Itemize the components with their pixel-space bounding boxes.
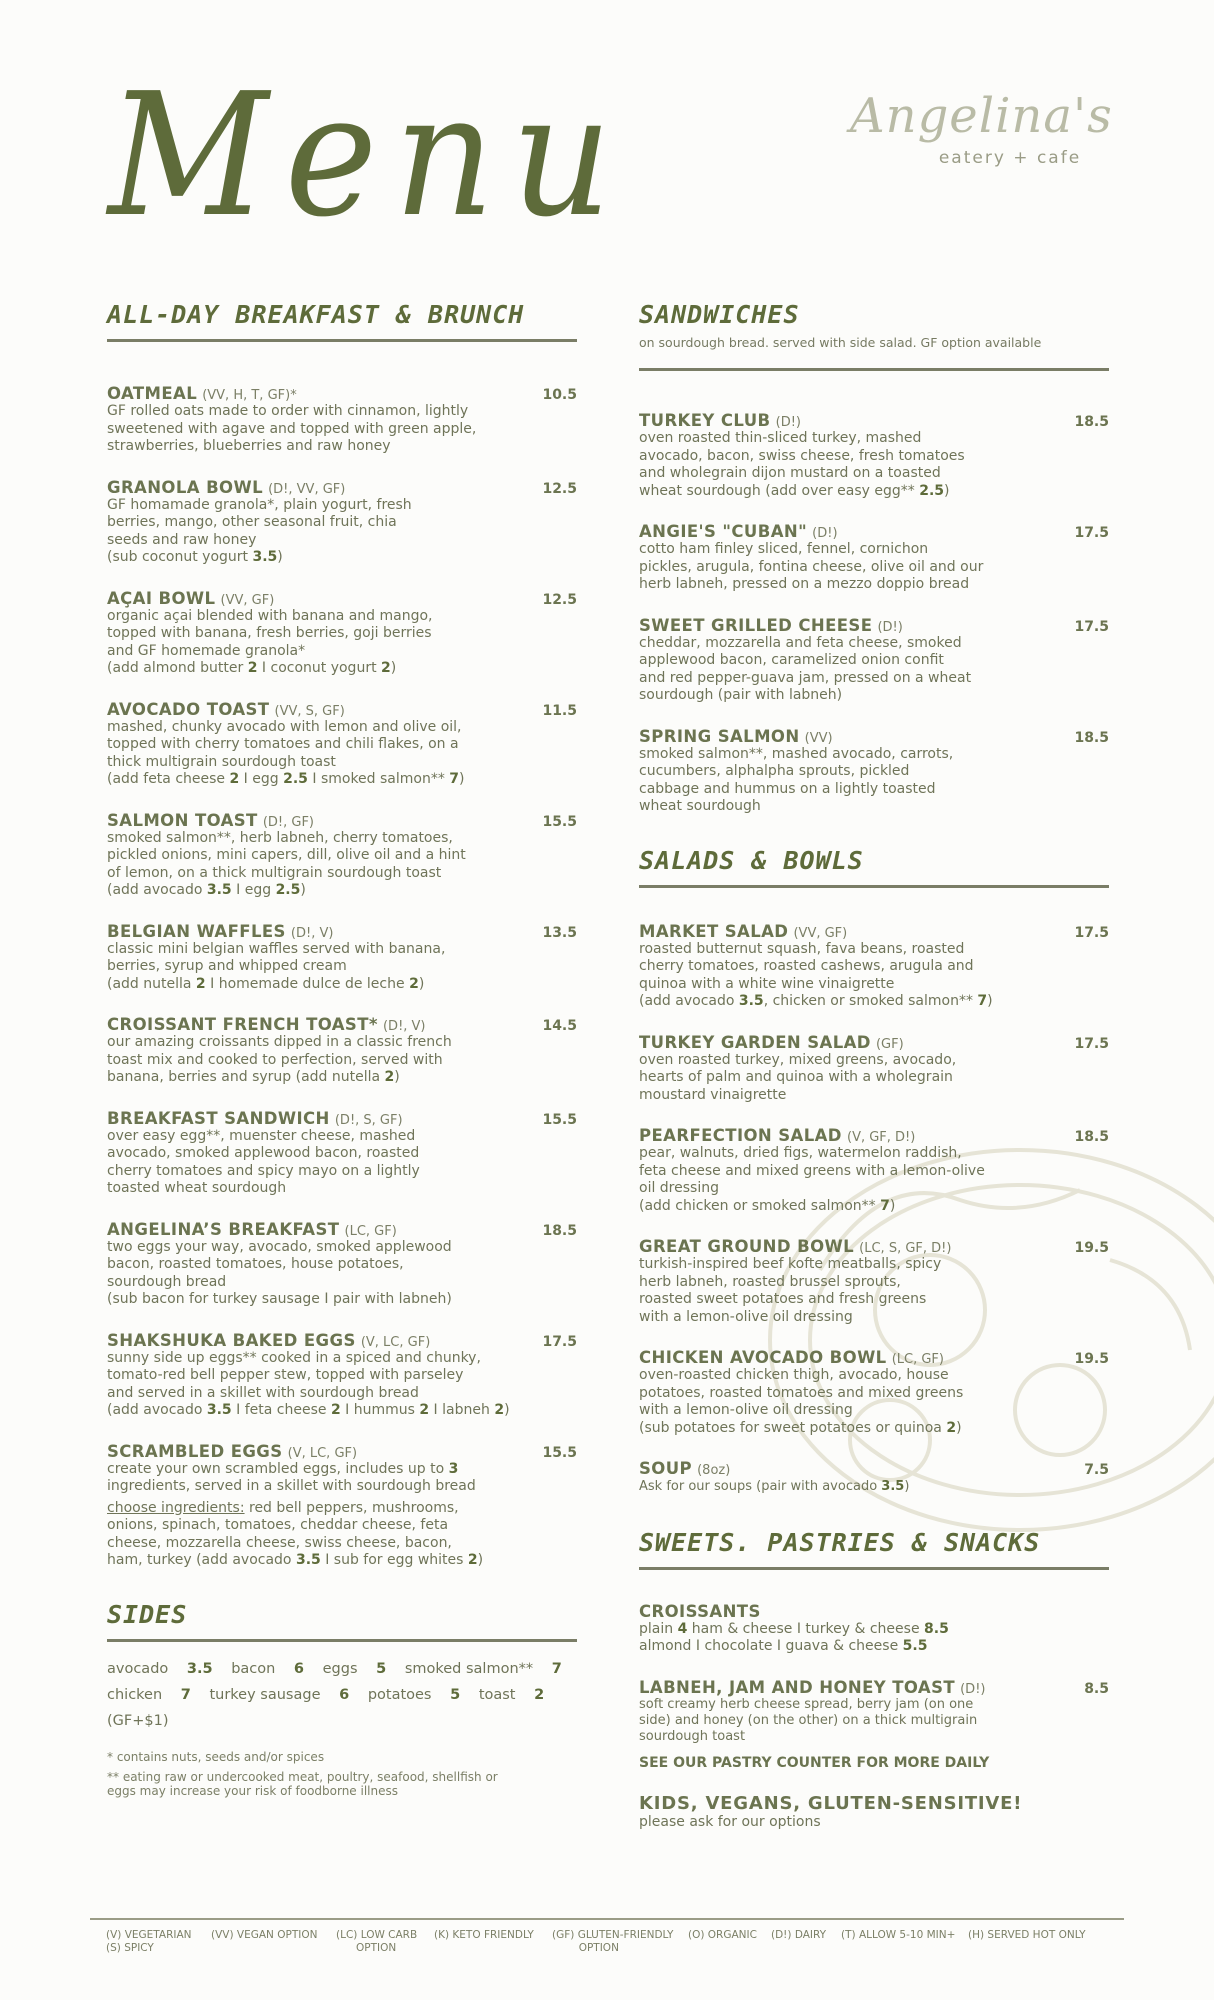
right-column <box>639 300 1109 1830</box>
sandwiches-note: on sourdough bread. served with side salad. GF option available <box>639 335 1042 350</box>
item-description: oven roasted thin-sliced turkey, mashed avocado, bacon, swiss cheese, fresh tomatoes and wholegrain dijon mustard on a toasted wheat sourdough (add over easy egg** 2.5) <box>639 430 965 499</box>
item-name: CHICKEN AVOCADO BOWL <box>639 1348 887 1367</box>
sandwiches-section-title: SANDWICHES <box>639 300 800 329</box>
item-name: SHAKSHUKA BAKED EGGS <box>107 1330 356 1350</box>
menu-item-pearfection-salad <box>639 1126 1109 1215</box>
section-divider <box>107 1639 577 1642</box>
item-name: SALMON TOAST <box>107 810 258 830</box>
item-name: PEARFECTION SALAD <box>639 1126 842 1145</box>
item-tags: (LC, S, GF, D!) <box>859 1241 952 1256</box>
menu-item-granola-bowl <box>107 478 577 567</box>
item-price: 14.5 <box>542 1018 577 1034</box>
item-description: cheddar, mozzarella and feta cheese, smoked applewood bacon, caramelized onion confit and red pepper-guava jam, pressed on a wheat sourdough (pair with labneh) <box>639 634 972 703</box>
item-price: 8.5 <box>1084 1680 1109 1697</box>
legend-gluten-friendly: (GF) GLUTEN-FRIENDLY OPTION <box>552 1929 674 1954</box>
menu-title-text: Menu <box>108 57 629 255</box>
item-description: oven-roasted chicken thigh, avocado, house potatoes, roasted tomatoes and mixed greens with a lemon-olive oil dressing (sub potatoes for sweet potatoes or quinoa 2) <box>639 1367 964 1436</box>
item-tags: (D!) <box>812 526 838 541</box>
menu-item-labneh-toast <box>639 1678 1109 1745</box>
item-price: 19.5 <box>1074 1240 1109 1256</box>
legend-served-hot: (H) SERVED HOT ONLY <box>968 1929 1086 1941</box>
legend-allow-time: (T) ALLOW 5-10 MIN+ <box>841 1929 956 1941</box>
menu-item-turkey-club <box>639 411 1109 500</box>
item-tags: (V, LC, GF) <box>360 1334 431 1350</box>
item-price: 11.5 <box>542 702 577 719</box>
item-description: roasted butternut squash, fava beans, roasted cherry tomatoes, roasted cashews, arugula and quinoa with a white wine vinaigrette (add avocado 3.5, chicken or smoked salmon** 7) <box>639 940 993 1009</box>
item-name: LABNEH, JAM AND HONEY TOAST <box>639 1677 956 1697</box>
menu-item-soup <box>639 1459 1109 1496</box>
item-description: GF rolled oats made to order with cinnamon, lightly sweetened with agave and topped with green apple, strawberries, blueberries and raw honey <box>107 403 477 454</box>
item-description: our amazing croissants dipped in a classic french toast mix and cooked to perfection, served with banana, berries and syrup (add nutella 2) <box>107 1034 452 1085</box>
item-description: smoked salmon**, mashed avocado, carrots, cucumbers, alphalpha sprouts, pickled cabbage and hummus on a lightly toasted wheat sourdough <box>639 745 954 814</box>
item-price: 15.5 <box>542 813 577 830</box>
legend-vegetarian-spicy: (V) VEGETARIAN (S) SPICY <box>106 1929 192 1954</box>
menu-title <box>108 56 629 276</box>
item-name: CROISSANT FRENCH TOAST* <box>107 1015 378 1034</box>
item-price: 7.5 <box>1084 1462 1109 1478</box>
item-tags: (D!, VV, GF) <box>268 481 346 497</box>
item-tags: (D!, V) <box>290 925 334 941</box>
menu-item-croissants <box>639 1602 1109 1656</box>
item-name: CROISSANTS <box>639 1601 761 1621</box>
legend-vegan: (VV) VEGAN OPTION <box>211 1929 318 1941</box>
item-description: create your own scrambled eggs, includes up to 3 ingredients, served in a skillet with sourdough bread <box>107 1460 476 1494</box>
item-price: 17.5 <box>1074 525 1109 541</box>
menu-item-angies-cuban <box>639 522 1109 594</box>
item-description: organic açai blended with banana and mango, topped with banana, fresh berries, goji berries and GF homemade granola* (add almond butter 2 I coconut yogurt 2) <box>107 607 433 676</box>
menu-item-belgian-waffles <box>107 922 577 994</box>
item-tags: (D!) <box>877 619 903 635</box>
item-tags: (LC, GF) <box>344 1223 397 1239</box>
kids-note: please ask for our options <box>639 1813 821 1830</box>
item-name: SPRING SALMON <box>639 726 800 746</box>
item-description: pear, walnuts, dried figs, watermelon raddish, feta cheese and mixed greens with a lemon-olive oil dressing (add chicken or smoked salmon** 7) <box>639 1145 985 1214</box>
item-price: 17.5 <box>1074 924 1109 941</box>
legend-dairy: (D!) DAIRY <box>771 1929 827 1941</box>
item-description: sunny side up eggs** cooked in a spiced and chunky, tomato-red bell pepper stew, topped with parseley and served in a skillet with sourdough bread (add avocado 3.5 I feta cheese 2 I hummus 2 I labneh 2) <box>107 1349 510 1418</box>
item-tags: (D!) <box>960 1681 986 1697</box>
item-price: 18.5 <box>542 1222 577 1239</box>
item-description: classic mini belgian waffles served with banana, berries, syrup and whipped cream (add nutella 2 I homemade dulce de leche 2) <box>107 940 446 992</box>
salads-section-title: SALADS & BOWLS <box>639 845 864 875</box>
item-name: SOUP <box>639 1459 693 1478</box>
item-description: two eggs your way, avocado, smoked applewood bacon, roasted tomatoes, house potatoes, sourdough bread (sub bacon for turkey sausage I pair with labneh) <box>107 1238 452 1307</box>
item-price: 17.5 <box>542 1333 577 1350</box>
item-name: TURKEY GARDEN SALAD <box>639 1032 871 1052</box>
item-name: BREAKFAST SANDWICH <box>107 1108 330 1128</box>
item-price: 19.5 <box>1074 1351 1109 1367</box>
pastry-counter-note: SEE OUR PASTRY COUNTER FOR MORE DAILY <box>639 1754 990 1771</box>
menu-item-shakshuka <box>107 1331 577 1420</box>
item-price: 15.5 <box>542 1111 577 1128</box>
item-price: 17.5 <box>1074 1035 1109 1052</box>
legend-organic: (O) ORGANIC <box>688 1929 757 1941</box>
brand-logo <box>850 86 1113 206</box>
item-description: soft creamy herb cheese spread, berry jam (on one side) and honey (on the other) on a thick multigrain sourdough toast <box>639 1696 978 1744</box>
item-name: MARKET SALAD <box>639 921 789 941</box>
item-description: smoked salmon**, herb labneh, cherry tomatoes, pickled onions, mini capers, dill, olive oil and a hint of lemon, on a thick multigrain sourdough toast (add avocado 3.5 I egg 2.5) <box>107 829 466 898</box>
item-price: 18.5 <box>1074 1129 1109 1145</box>
item-tags: (V, GF, D!) <box>847 1130 916 1145</box>
item-price: 15.5 <box>542 1444 577 1461</box>
item-tags: (D!) <box>775 415 801 430</box>
menu-item-chicken-avocado-bowl <box>639 1348 1109 1437</box>
item-price: 12.5 <box>542 591 577 608</box>
menu-item-croissant-french-toast <box>107 1015 577 1087</box>
sides-section-title: SIDES <box>107 1599 188 1629</box>
item-description: oven roasted turkey, mixed greens, avocado, hearts of palm and quinoa with a wholegrain moustard vinaigrette <box>639 1051 957 1103</box>
item-description: over easy egg**, muenster cheese, mashed avocado, smoked applewood bacon, roasted cherry tomatoes and spicy mayo on a lightly toasted wheat sourdough <box>107 1127 420 1196</box>
item-name: AVOCADO TOAST <box>107 699 270 719</box>
item-name: ANGIE'S "CUBAN" <box>639 522 808 541</box>
item-tags: (VV, GF) <box>220 592 275 608</box>
menu-item-great-ground-bowl <box>639 1237 1109 1326</box>
sides-row-2: chicken 7 turkey sausage 6 potatoes 5 toast 2 (GF+$1) <box>107 1686 545 1729</box>
menu-item-sweet-grilled-cheese <box>639 616 1109 705</box>
item-price: 13.5 <box>542 924 577 941</box>
legend-low-carb: (LC) LOW CARB OPTION <box>336 1929 418 1954</box>
item-name: SCRAMBLED EGGS <box>107 1441 283 1461</box>
menu-item-oatmeal <box>107 384 577 456</box>
item-price: 10.5 <box>542 387 577 403</box>
item-description: turkish-inspired beef kofte meatballs, spicy herb labneh, roasted brussel sprouts, roasted sweet potatoes and fresh greens with a lemon-olive oil dressing <box>639 1256 942 1325</box>
item-description: GF homamade granola*, plain yogurt, fresh berries, mango, other seasonal fruit, chia seeds and raw honey (sub coconut yogurt 3.5) <box>107 496 412 565</box>
menu-item-turkey-garden-salad <box>639 1033 1109 1105</box>
kids-title: KIDS, VEGANS, GLUTEN-SENSITIVE! <box>639 1792 1023 1814</box>
item-ingredients: choose ingredients: red bell peppers, mushrooms, onions, spinach, tomatoes, cheddar cheese, feta cheese, mozzarella cheese, swiss cheese, bacon, ham, turkey (add avocado 3.5 I sub for egg whites 2) <box>107 1499 484 1568</box>
item-name: GREAT GROUND BOWL <box>639 1237 855 1256</box>
item-tags: (VV, S, GF) <box>274 703 345 719</box>
legend-keto: (K) KETO FRIENDLY <box>434 1929 534 1941</box>
item-name: AÇAI BOWL <box>107 588 216 608</box>
item-description: mashed, chunky avocado with lemon and olive oil, topped with cherry tomatoes and chili flakes, on a thick multigrain sourdough toast (add feta cheese 2 I egg 2.5 I smoked salmon** 7) <box>107 718 465 787</box>
brand-name: Angelina's <box>850 88 1113 144</box>
item-tags: (VV, H, T, GF)* <box>202 388 297 403</box>
menu-item-spring-salmon <box>639 727 1109 816</box>
menu-item-scrambled-eggs <box>107 1442 577 1570</box>
item-tags: (VV, GF) <box>793 925 848 941</box>
brand-subtitle: eatery + cafe <box>938 148 1082 168</box>
item-tags: (LC, GF) <box>891 1352 944 1367</box>
sides-row-1: avocado 3.5 bacon 6 eggs 5 smoked salmon** 7 <box>107 1660 562 1677</box>
item-tags: (8oz) <box>697 1463 731 1478</box>
breakfast-section-title: ALL-DAY BREAKFAST & BRUNCH <box>107 300 525 329</box>
item-name: BELGIAN WAFFLES <box>107 921 286 941</box>
item-name: TURKEY CLUB <box>639 411 771 430</box>
item-tags: (D!, S, GF) <box>334 1112 403 1128</box>
item-description: plain 4 ham & cheese I turkey & cheese 8.5 almond I chocolate I guava & cheese 5.5 <box>639 1620 949 1654</box>
menu-item-avocado-toast <box>107 700 577 789</box>
item-name: ANGELINA’S BREAKFAST <box>107 1219 340 1239</box>
item-price: 18.5 <box>1074 414 1109 430</box>
menu-item-market-salad <box>639 922 1109 1011</box>
item-tags: (VV) <box>804 730 833 746</box>
item-price: 12.5 <box>542 480 577 497</box>
menu-item-angelinas-breakfast <box>107 1220 577 1309</box>
item-tags: (GF) <box>875 1036 904 1052</box>
footnote-nuts: * contains nuts, seeds and/or spices <box>107 1749 325 1764</box>
left-column <box>107 300 577 1798</box>
item-name: OATMEAL <box>107 384 198 403</box>
item-name: GRANOLA BOWL <box>107 477 263 497</box>
menu-item-acai-bowl <box>107 589 577 678</box>
item-tags: (V, LC, GF) <box>287 1445 358 1461</box>
menu-item-salmon-toast <box>107 811 577 900</box>
item-tags: (D!, V) <box>382 1019 426 1034</box>
item-description: Ask for our soups (pair with avocado 3.5) <box>639 1479 910 1494</box>
item-description: cotto ham finley sliced, fennel, cornichon pickles, arugula, fontina cheese, olive oil and our herb labneh, pressed on a mezzo doppio bread <box>639 541 984 592</box>
item-tags: (D!, GF) <box>262 814 314 830</box>
footnote-raw-food: ** eating raw or undercooked meat, poultry, seafood, shellfish or eggs may increase your risk of foodborne illness <box>107 1769 498 1798</box>
sweets-section-title: SWEETS. PASTRIES & SNACKS <box>639 1527 1041 1557</box>
item-name: SWEET GRILLED CHEESE <box>639 615 873 635</box>
item-price: 18.5 <box>1074 729 1109 746</box>
footer-divider <box>90 1918 1124 1920</box>
sides-section <box>107 1600 577 1798</box>
item-price: 17.5 <box>1074 618 1109 635</box>
menu-item-breakfast-sandwich <box>107 1109 577 1198</box>
